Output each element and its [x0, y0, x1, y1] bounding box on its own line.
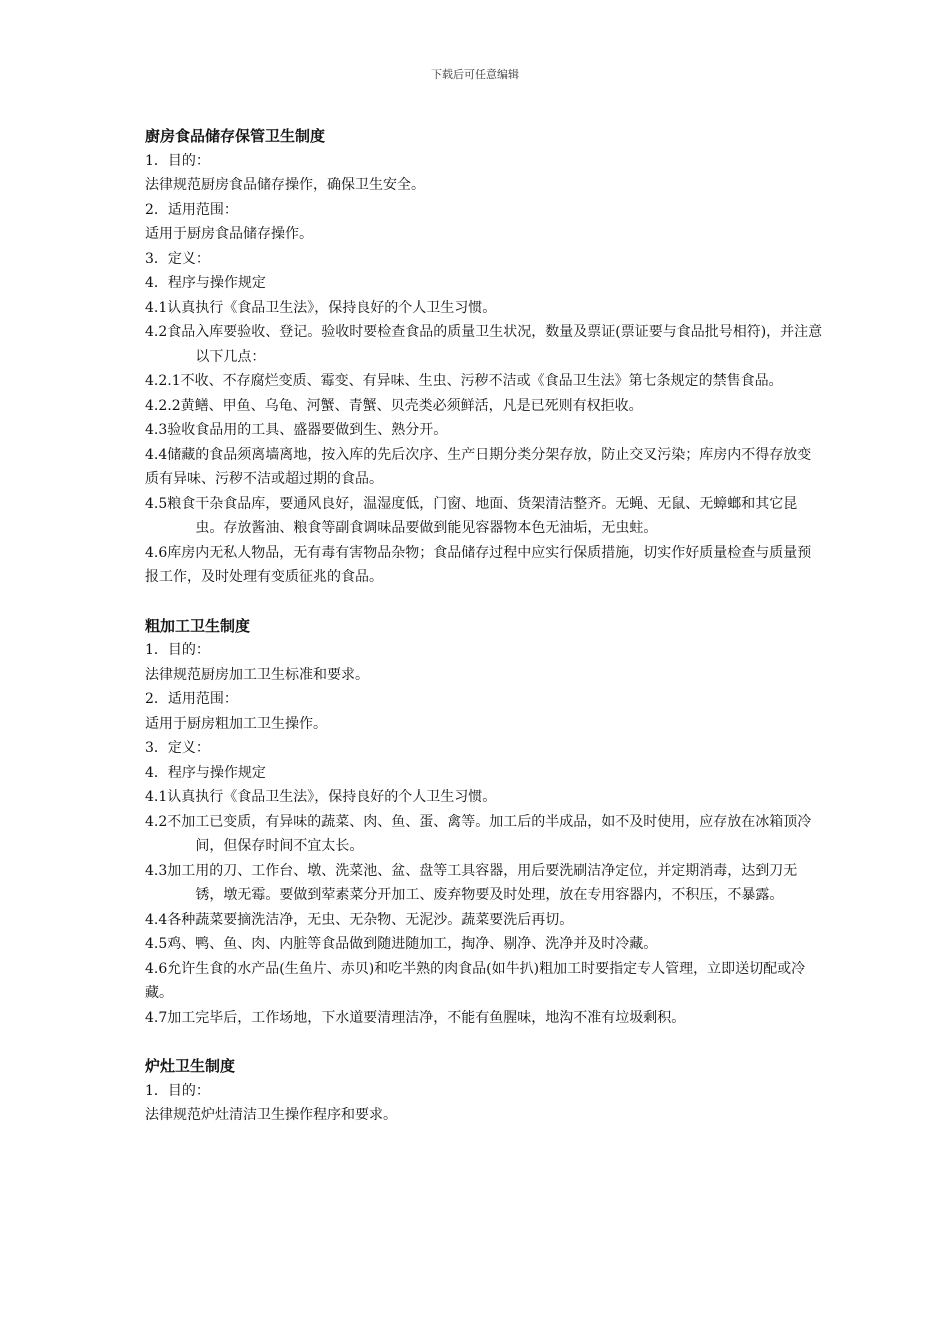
- paragraph: 2．适用范围：: [145, 691, 238, 707]
- paragraph: 1．目的：: [145, 642, 210, 658]
- paragraph: 4.4各种蔬菜要摘洗洁净，无虫、无杂物、无泥沙。蔬菜要洗后再切。: [145, 911, 574, 928]
- paragraph: 4．程序与操作规定: [145, 275, 266, 291]
- paragraph: 法律规范炉灶清洁卫生操作程序和要求。: [145, 1107, 397, 1123]
- paragraph: 适用于厨房食品储存操作。: [145, 226, 313, 242]
- paragraph: 1．目的：: [145, 152, 210, 169]
- paragraph: 4．程序与操作规定: [145, 764, 266, 781]
- paragraph: 2．适用范围：: [145, 201, 238, 218]
- paragraph: 4.6允许生食的水产品(生鱼片、赤贝)和吃半熟的肉食品(如牛扒)粗加工时要指定专人管理，立即送切配或冷藏。: [145, 960, 806, 1001]
- paragraph: 4.4储藏的食品须离墙离地，按入库的先后次序、生产日期分类分架存放，防止交叉污染；库房内不得存放变质有异味、污秽不洁或超过期的食品。: [145, 446, 812, 487]
- paragraph: 4.2.2黄鳝、甲鱼、乌龟、河蟹、青蟹、贝壳类必须鲜活，凡是已死则有权拒收。: [145, 397, 643, 414]
- paragraph: 4.1认真执行《食品卫生法》，保持良好的个人卫生习惯。: [145, 299, 497, 316]
- paragraph: 4.2.1不收、不存腐烂变质、霉变、有异味、生虫、污秽不洁或《食品卫生法》第七条规定的禁售食品。: [145, 373, 783, 389]
- paragraph: 适用于厨房粗加工卫生操作。: [145, 715, 327, 732]
- paragraph: 3．定义：: [145, 250, 210, 267]
- paragraph: 1．目的：: [145, 1082, 210, 1099]
- paragraph: 4.6库房内无私人物品，无有毒有害物品杂物；食品储存过程中应实行保质措施，切实作好质量检查与质量预报工作，及时处理有变质征兆的食品。: [145, 544, 812, 585]
- document-body: [145, 124, 825, 1152]
- paragraph: 法律规范厨房食品储存操作，确保卫生安全。: [145, 177, 425, 193]
- paragraph: 4.1认真执行《食品卫生法》，保持良好的个人卫生习惯。: [145, 789, 497, 805]
- paragraph: 4.2食品入库要验收、登记。验收时要检查食品的质量卫生状况，数量及票证(票证要与食品批号相符)，并注意以下几点：: [145, 324, 823, 365]
- paragraph: 4.7加工完毕后，工作场地，下水道要清理洁净，不能有鱼腥味，地沟不准有垃圾剩积。: [145, 1009, 686, 1026]
- section-rough-processing: [145, 614, 825, 1031]
- section-stove: [145, 1054, 825, 1128]
- section-storage: [145, 124, 825, 590]
- paragraph: 4.5鸡、鸭、鱼、肉、内脏等食品做到随进随加工，掏净、剔净、洗净并及时冷藏。: [145, 936, 658, 952]
- section-title: 廚房食品储存保管卫生制度: [145, 127, 326, 145]
- paragraph: 4.3验收食品用的工具、盛器要做到生、熟分开。: [145, 422, 448, 438]
- paragraph: 4.5粮食干杂食品库，要通风良好，温湿度低，门窗、地面、货架清洁整齐。无蝇、无鼠、无蟑螂和其它昆虫。存放酱油、粮食等副食调味品要做到能见容器物本色无油垢，无虫蛀。: [145, 495, 798, 536]
- page-header: 下载后可任意编辑: [431, 68, 519, 81]
- section-title: 炉灶卫生制度: [145, 1057, 236, 1075]
- paragraph: 4.2不加工已变质，有异味的蔬菜、肉、鱼、蛋、禽等。加工后的半成品，如不及时使用，应存放在冰箱顶冷间，但保存时间不宜太长。: [145, 813, 812, 854]
- paragraph: 4.3加工用的刀、工作台、墩、洗菜池、盆、盘等工具容器，用后要洗刷洁净定位，并定期消毒，达到刀无锈，墩无霉。要做到荤素菜分开加工、废弃物要及时处理，放在专用容器内，不积压，不暴露。: [145, 862, 798, 903]
- paragraph: 3．定义：: [145, 740, 210, 756]
- section-title: 粗加工卫生制度: [145, 616, 251, 635]
- paragraph: 法律规范厨房加工卫生标准和要求。: [145, 666, 369, 683]
